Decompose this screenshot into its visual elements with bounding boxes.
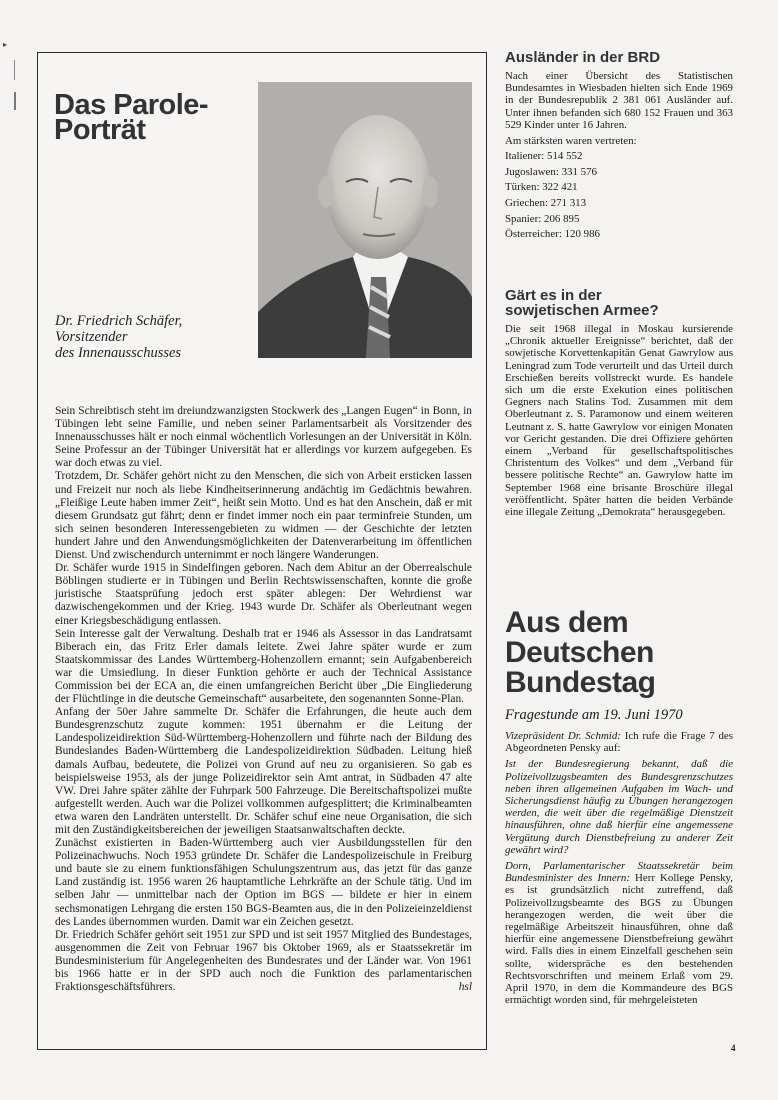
auslaender-list [505, 149, 733, 243]
body-paragraph: Dr. Schäfer wurde 1915 in Sindelfingen geboren. Nach dem Abitur an der Oberrealschule Böblingen studierte er in Tübingen und Berlin Rechtswissenschaften, konnte die große juristische Staatsprüfung jedoch erst später ablegen: Der Wehrdienst war dazwischengekommen und der Krieg. 1943 wurde Dr. Schäfer als Oberleutnant wegen einer Kriegsbeschädigung entlassen. [55, 562, 472, 627]
bundestag-title [505, 608, 733, 698]
auslaender-intro: Nach einer Übersicht des Statistischen Bundesamtes in Wiesbaden hielten sich Ende 1969 in der Bundesrepublik 2 381 061 Ausländer auf. Unter ihnen befanden sich 680 152 Frauen und 363 529 Kinder unter 16 Jahren. [505, 70, 733, 131]
gaert-title-line: Gärt es in der [505, 287, 602, 304]
gaert-article [505, 288, 733, 522]
margin-line [14, 60, 15, 80]
list-item: Italiener: 514 552 [505, 150, 583, 163]
speaker1-text: Ich rufe die Frage 7 des Abgeordneten Pensky auf: [505, 730, 733, 755]
list-item: Türken: 322 421 [505, 181, 578, 194]
portrait-title-line: Das Parole- [54, 89, 209, 121]
body-paragraph: Zunächst existierten in Baden-Württemberg auch vier Ausbildungsstellen für den Polizeinachwuchs. Noch 1953 gründete Dr. Schäfer die Landespolizeischule in Freiburg und baute sie zu einem funktionsfähigen Schulungszentrum aus, das jetzt für das ganze Land zuständig ist. 1956 waren 26 hauptamtliche Lehrkräfte an der Schule tätig. Und im selben Jahr — unmittelbar nach der Option im BGS — bildete er hier in einem sechsmonatigen Lehrgang die ersten 150 BGS-Beamten aus, die in den Polizeieinzeldienst des Landes übernommen wurden. Damit war ein Zeichen gesetzt. [55, 837, 472, 928]
list-item-value: 206 895 [544, 212, 580, 225]
speaker1-statement [505, 730, 733, 754]
gaert-body: Die seit 1968 illegal in Moskau kursierende „Chronik aktueller Ereignisse“ berichtet, daß der sowjetische Korvettenkapitän Genat Gawrylow aus Leningrad zum Tode verurteilt und das Urteil durch Erschießen bereits vollstreckt wurde. Es handele sich um die erste Exekution eines politischen Gegners nach Stalins Tod. Zusammen mit dem Oberleutnant z. S. Paramonow und einem weiteren Leutnant z. S. hatte Gawrylow vor einigen Monaten vor Gericht gestanden. Die drei Offiziere gehörten einem „Verband für gesellschaftspolitisches Christentum des Volkes“ und dem „Verband für bessere politische Rechte“ an. Gawrylow hatte im September 1968 eine brisante Broschüre illegal veröffentlicht. Später hatten die beiden Verbände eine illegale Zeitung „Demokrata“ herausgegeben. [505, 323, 733, 519]
list-item: Jugoslawen: 331 576 [505, 165, 597, 178]
speaker1-name: Vizepräsident Dr. Schmid: [505, 730, 621, 742]
list-item-label: Türken [505, 181, 537, 194]
body-paragraph: Dr. Friedrich Schäfer gehört seit 1951 zur SPD und ist seit 1957 Mitglied des Bundestages, ausgenommen die Zeit von Februar 1967 bis Oktober 1969, als er Staatssekretär im Bundesministerium für Angelegenheiten des Bundesrates und der Länder war. Von 1961 bis 1966 hatte er in der SPD auch noch die Funktion des parlamentarischen Fraktionsgeschäftsführers. [55, 928, 472, 994]
list-item-value: 120 986 [564, 228, 600, 241]
caption-line: Vorsitzender [55, 329, 128, 345]
body-paragraph: Sein Interesse galt der Verwaltung. Deshalb trat er 1946 als Assessor in das Landratsamt Biberach ein, das Fritz Erler damals leitete. Zwei Jahre später wurde er zum Staatskommissar des Landes Württemberg-Hohenzollern ernannt; sein Aufgabenbereich war die Umsiedlung. In dieser Funktion gehörte er auch der Technical Assistance Commission bei der ECA an, die einen umfangreichen Bericht über „Die Eingliederung der Flüchtlinge in die deutsche Gemeinschaft“ ausarbeitete, den sogenannten Sonne-Plan. [55, 627, 472, 706]
author-signature: hsl [458, 981, 472, 994]
bundestag-title-line: Aus dem [505, 606, 629, 639]
speaker2-statement [505, 860, 733, 1006]
portrait-title [54, 89, 209, 146]
body-paragraph: Anfang der 50er Jahre sammelte Dr. Schäfer die Erfahrungen, die heute auch dem Bundesgrenzschutz zugute kommen: 1951 übernahm er die Leitung der Landespolizeidirektion Süd-Württemberg-Hohenzollern und führte nach der Bildung des Bundeslandes Baden-Württemberg die Landespolizeidirektion Südbaden. Leitung hieß damals Aufbau, bedeutete, die Polizei von Grund auf neu zu organisieren. So gab es beispielsweise 1953, als der junge Polizeidirektor sein Amt antrat, in Südbaden 47 alte VW. Drei Jahre später zählte der Fuhrpark 500 Fahrzeuge. Die Bereitschaftspolizei mußte aufgestellt werden. Auch war die Polizei vollkommen aufgesplittert; die Kriminalbeamten etwa waren den Landräten unterstellt. Dr. Schäfer schuf eine neue Organisation, die sich mit den Zuständigkeitsbereichen der jeweiligen Staatsanwaltschaften deckte. [55, 706, 472, 836]
body-paragraph: Trotzdem, Dr. Schäfer gehört nicht zu den Menschen, die sich von Arbeit ersticken lassen und Freizeit nur noch als liebe Kindheitserinnerung andächtig im Gedächtnis bewahren. „Fleißige Leute haben immer Zeit“, heißt sein Motto. Und es hat den Anschein, daß er mit diesem Grundsatz gut fährt; denn er findet immer noch ein paar terminfreie Stunden, um sich seinen besonderen Interessengebieten zu widmen — der Geschichte der letzten hundert Jahre und den Anwendungsmöglichkeiten der Datenverarbeitung im öffentlichen Dienst. Und zwischendurch unternimmt er noch längere Wanderungen. [55, 470, 472, 562]
margin-line [14, 92, 16, 110]
list-item-label: Italiener [505, 150, 542, 163]
portrait-photo [258, 82, 472, 358]
auslaender-list-heading: Am stärksten waren vertreten: [505, 135, 637, 148]
auslaender-article [505, 50, 733, 243]
speaker2-text: Herr Kollege Pensky, es ist grundsätzlich nicht zutreffend, daß Polizeivollzugsbeamte des BGS zu Übungen herangezogen werden, die weit über die regelmäßige Arbeitszeit hinausführen, ohne daß hierfür eine angemessene Dienstbefreiung gewährt wird. Falls dies in einem Einzelfall geschehen sein sollte, widerspräche es den bestehenden Rechtsvorschriften und meinem Erlaß vom 29. April 1970, in dem die Kommandeure des BGS ermächtigt worden sind, für mehrgeleisteten [505, 872, 733, 1007]
auslaender-title: Ausländer in der BRD [505, 49, 661, 66]
list-item-value: 331 576 [561, 165, 597, 178]
gaert-title [505, 288, 733, 318]
speaker2-name: Dorn, Parlamentarischer Staatssekretär beim Bundesminister des Innern: [505, 860, 733, 885]
margin-mark: ▸ [3, 40, 8, 49]
list-item-value: 514 552 [547, 150, 583, 163]
page-number: 4 [731, 1043, 736, 1053]
list-item-label: Griechen [505, 197, 545, 209]
list-item: Österreicher: 120 986 [505, 228, 600, 241]
bundestag-subtitle: Fragestunde am 19. Juni 1970 [505, 707, 683, 723]
list-item-label: Spanier [505, 212, 539, 225]
list-item-value: 271 313 [550, 197, 587, 209]
list-item: Griechen: 271 313 [505, 197, 587, 209]
question-text: Ist der Bundesregierung bekannt, daß die Polizeivollzugsbeamten des Bundesgrenzschutzes neben ihren allgemeinen Aufgaben im Wach- und Sicherungsdienst häufig zu Übungen herangezogen werden, die weit über die regelmäßige Dienstzeit hinausführen, ohne daß hierfür eine angemessene Vergütung durch Dienstbefreiung zu anderer Zeit gewährt wird? [505, 758, 733, 856]
portrait-title-line: Porträt [54, 114, 146, 146]
bundestag-title-line: Bundestag [505, 666, 656, 699]
bundestag-article [505, 608, 733, 1010]
body-paragraph: Sein Schreibtisch steht im dreiundzwanzigsten Stockwerk des „Langen Eugen“ in Bonn, in Tübingen lebt seine Familie, und neben seiner Parlamentsarbeit als Vorsitzender des Innenausschusses hält er noch einmal wöchentlich Vorlesungen an der Universität in Köln. Seine Professur an der Tübinger Universität hat er allerdings vor kurzem aufgegeben. Es war doch etwas zu viel. [55, 405, 472, 470]
gaert-title-line: sowjetischen Armee? [505, 302, 659, 319]
portrait-photo-illustration [258, 82, 472, 358]
list-item-label: Österreicher [505, 228, 559, 241]
caption-line: Dr. Friedrich Schäfer, [55, 313, 183, 329]
bundestag-title-line: Deutschen [505, 636, 654, 669]
list-item-label: Jugoslawen [505, 165, 556, 178]
list-item-value: 322 421 [542, 181, 578, 194]
list-item: Spanier: 206 895 [505, 212, 580, 225]
portrait-body [55, 405, 472, 994]
caption-line: des Innenausschusses [55, 345, 182, 361]
photo-caption [55, 313, 182, 361]
